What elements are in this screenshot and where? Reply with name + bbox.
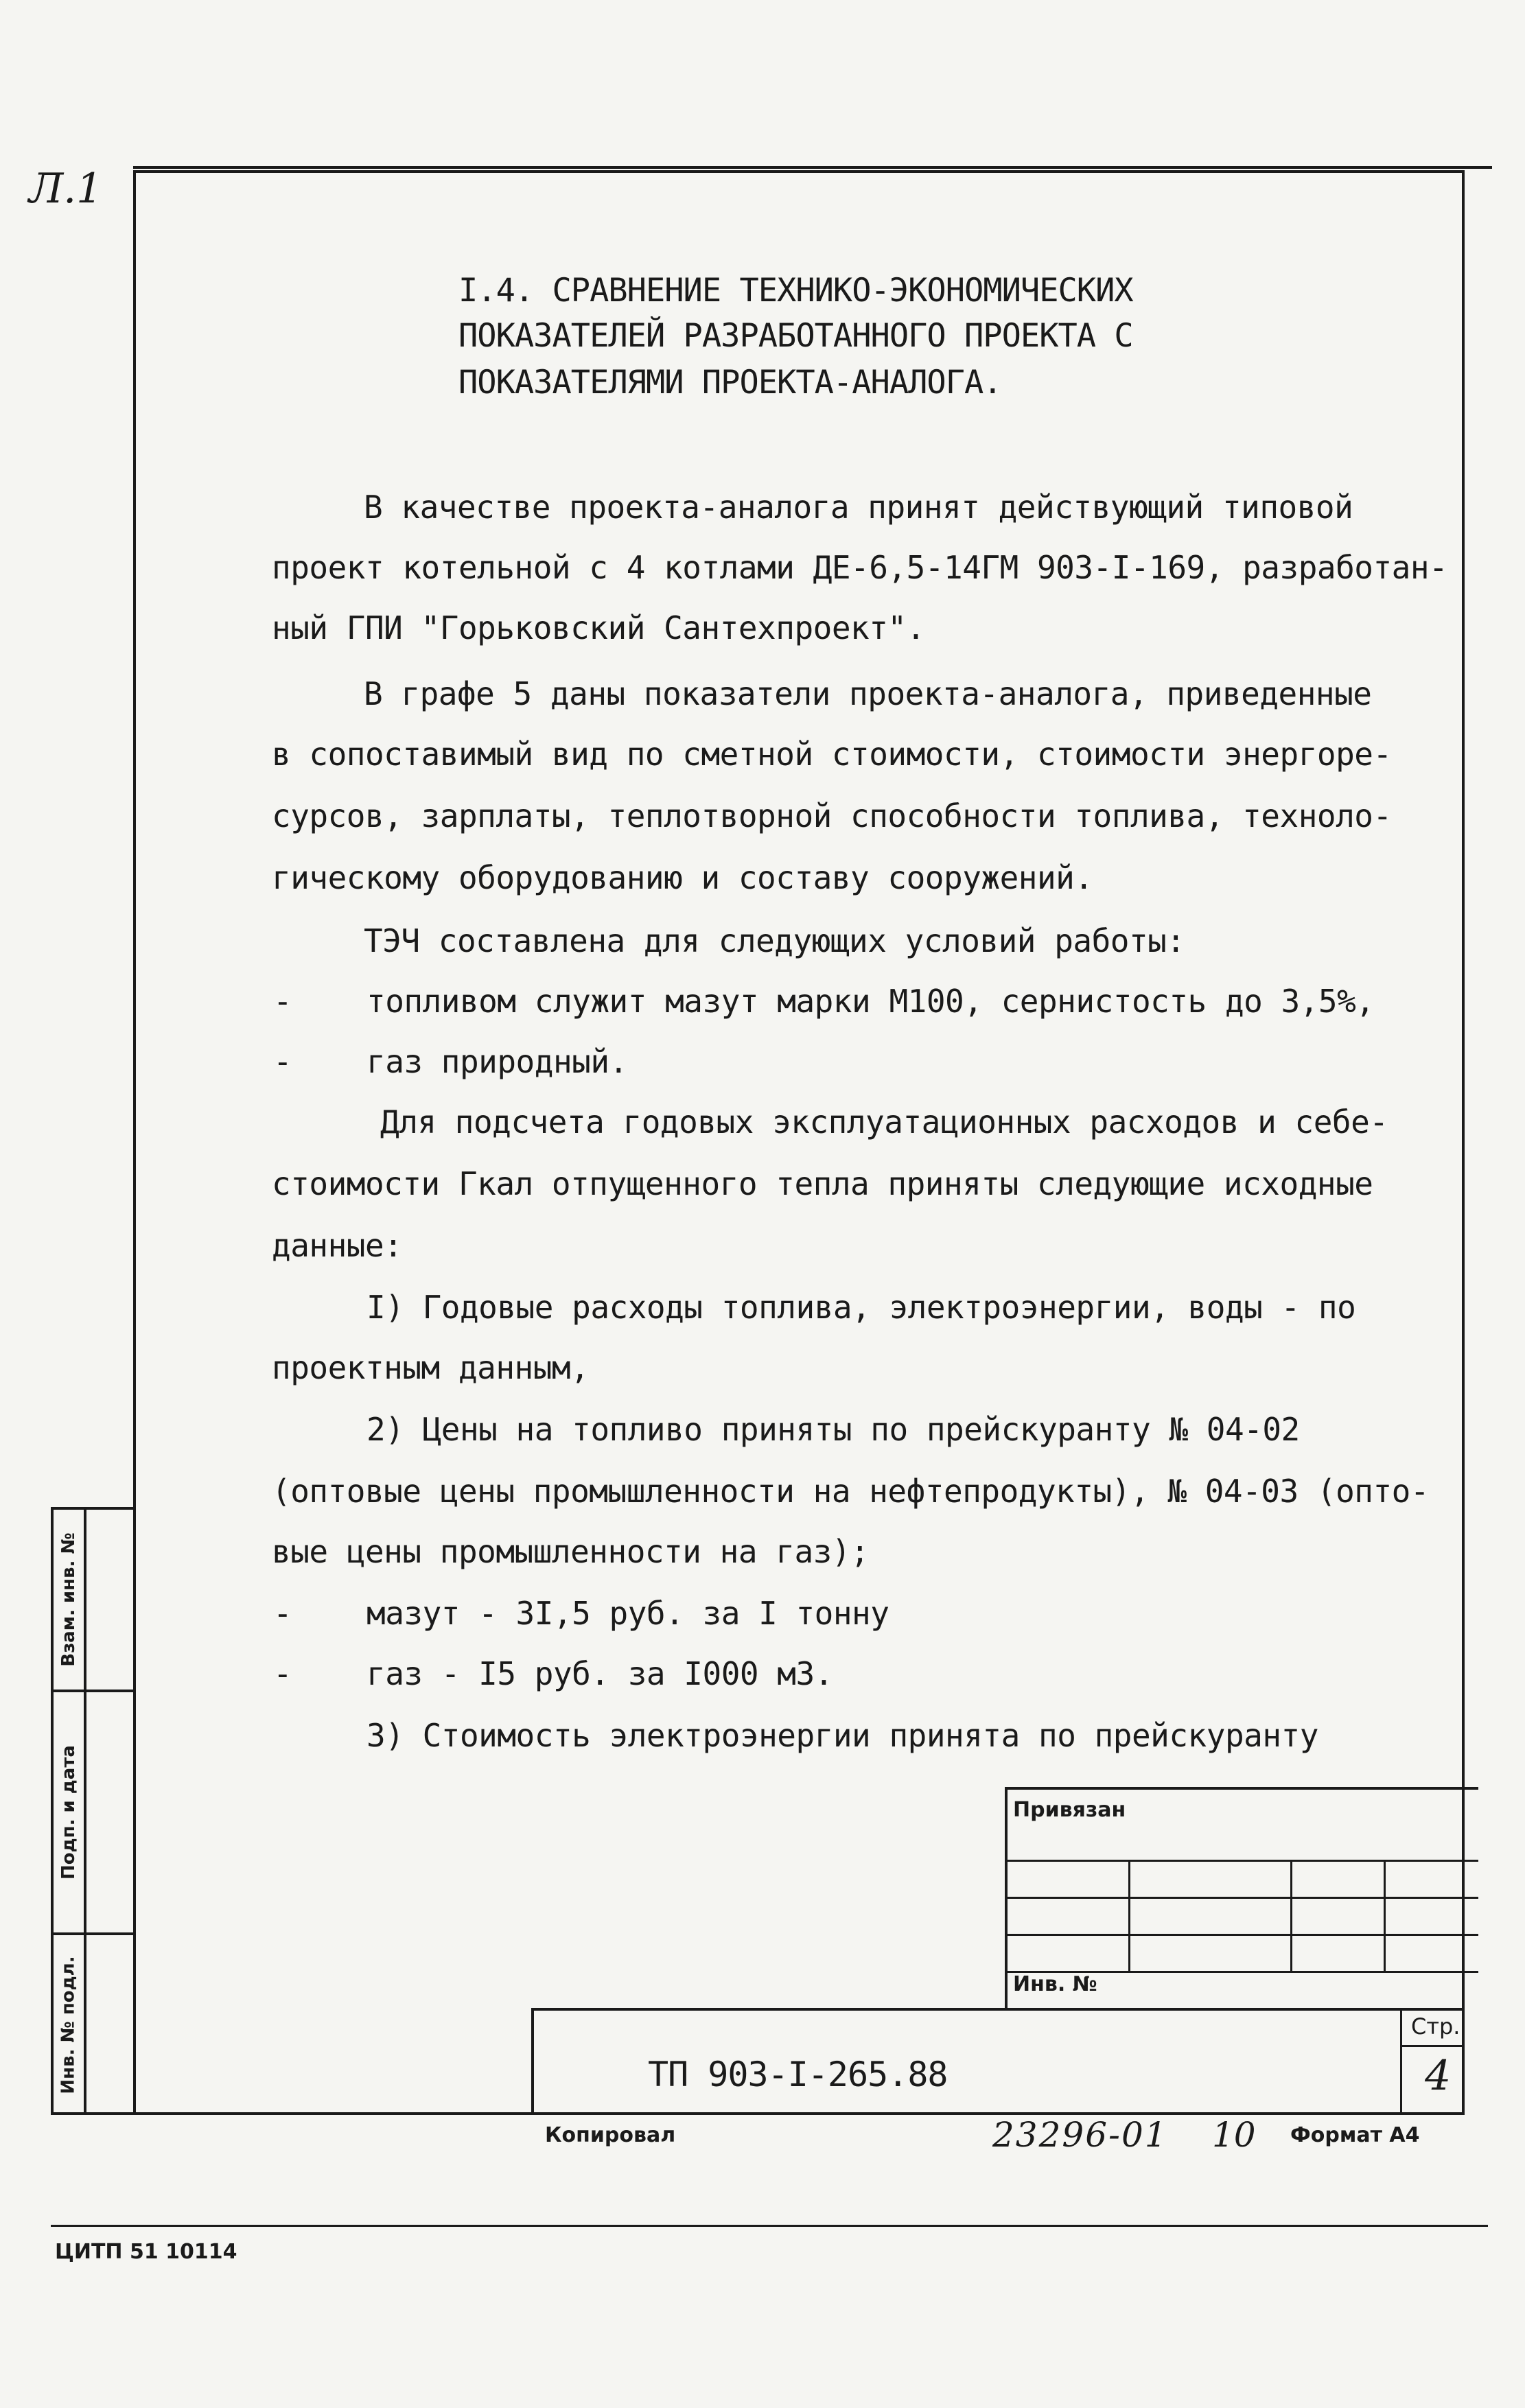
body-line: (оптовые цены промышленности на нефтепродукты), № 04-03 (опто- [272, 1473, 1430, 1510]
body-line: ТЭЧ составлена для следующих условий работы: [364, 922, 1185, 959]
footer-rule [51, 2225, 1488, 2227]
section-heading-line-2: ПОКАЗАТЕЛЕЙ РАЗРАБОТАННОГО ПРОЕКТА С [458, 317, 1133, 355]
section-heading-line-3: ПОКАЗАТЕЛЯМИ ПРОЕКТА-АНАЛОГА. [458, 364, 1002, 401]
document-code: ТП 903-I-265.88 [648, 2055, 948, 2094]
inv-no-label: Инв. № [1013, 1972, 1097, 1996]
list-item: газ природный. [366, 1043, 628, 1080]
body-line: I) Годовые расходы топлива, электроэнергии, воды - по [366, 1289, 1356, 1326]
side-strip [51, 1507, 133, 2115]
body-line: в сопоставимый вид по сметной стоимости, стоимости энергоре- [272, 736, 1392, 773]
kopiroval-label: Копировал [545, 2123, 676, 2147]
page-mark: Л.1 [29, 165, 103, 213]
print-mark: ЦИТП 51 10114 [55, 2240, 237, 2264]
order-suffix: 10 [1212, 2115, 1256, 2155]
body-line: 3) Стоимость электроэнергии принята по прейскуранту [366, 1717, 1318, 1754]
page-number: 4 [1425, 2052, 1452, 2100]
list-item: мазут - 3I,5 руб. за I тонну [366, 1595, 889, 1632]
body-line: В качестве проекта-аналога принят действующий типовой [364, 489, 1353, 526]
body-line: ный ГПИ "Горьковский Сантехпроект". [272, 609, 925, 646]
body-line: проект котельной с 4 котлами ДЕ-6,5-14ГМ 903-I-169, разработан- [272, 549, 1448, 586]
body-line: стоимости Гкал отпущенного тепла приняты следующие исходные [272, 1165, 1373, 1202]
body-line: проектным данным, [272, 1349, 590, 1386]
page-label: Стр. [1411, 2013, 1460, 2039]
body-line: 2) Цены на топливо приняты по прейскуранту № 04-02 [366, 1411, 1300, 1448]
body-line: сурсов, зарплаты, теплотворной способности топлива, техноло- [272, 797, 1392, 834]
section-heading-line-1: I.4. СРАВНЕНИЕ ТЕХНИКО-ЭКОНОМИЧЕСКИХ [458, 272, 1133, 309]
podp-label: Подп. и дата [58, 1745, 80, 1880]
privyazan-label: Привязан [1013, 1798, 1126, 1822]
vzam-label: Взам. инв. № [58, 1532, 79, 1667]
list-dash: - [273, 1043, 292, 1080]
format-label: Формат А4 [1290, 2123, 1420, 2147]
list-dash: - [273, 1595, 292, 1632]
list-item: газ - I5 руб. за I000 м3. [366, 1655, 833, 1692]
page-frame [133, 170, 1465, 2115]
inv-label: Инв. № подл. [58, 1956, 79, 2094]
body-line: данные: [272, 1227, 403, 1264]
list-dash: - [273, 983, 292, 1020]
body-line: Для подсчета годовых эксплуатационных расходов и себе- [380, 1103, 1388, 1141]
frame-top-line [133, 166, 1492, 169]
body-line: гическому оборудованию и составу сооружений. [272, 859, 1093, 896]
list-item: топливом служит мазут марки М100, сернистость до 3,5%, [366, 983, 1375, 1020]
list-dash: - [273, 1655, 292, 1692]
body-line: вые цены промышленности на газ); [272, 1533, 870, 1570]
order-number: 23296-01 [992, 2115, 1168, 2155]
body-line: В графе 5 даны показатели проекта-аналога, приведенные [364, 675, 1372, 712]
